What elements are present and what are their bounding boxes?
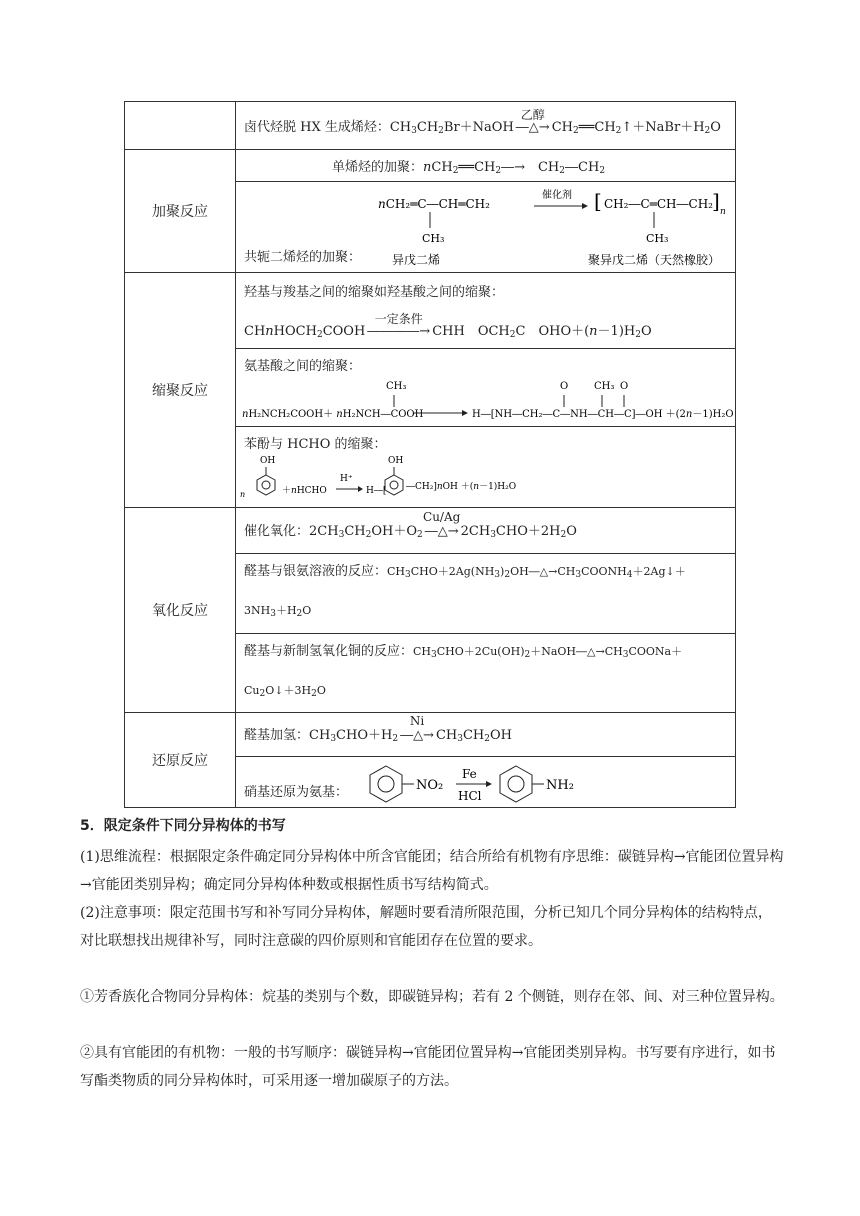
nitro-reduction-diagram bbox=[366, 758, 626, 806]
paragraph-aromatic: ①芳香族化合物同分异构体：烷基的类别与个数，即碳链异构；若有 2 个侧链，则存在邻、间、对三种位置异构。 bbox=[80, 989, 784, 1005]
category-cell-empty bbox=[125, 102, 236, 150]
svg-text:H―[: H―[ bbox=[366, 486, 387, 497]
silver-label: 醛基与银氨溶液的反应： bbox=[244, 564, 388, 580]
paragraph-notes: (2)注意事项：限定范围书写和补写同分异构体，解题时要看清所限范围，分析已知几个同分异构体的结构特点，对比联想找出规律补写，同时注意碳的四价原则和官能团存在位置的要求。 bbox=[80, 905, 772, 949]
silver-mirror-cell: 醛基与银氨溶液的反应：$CH_3CHO+2Ag(NH_3)_2OH―\triangle\to CH_3COONH_4+2Ag↓+$ $3NH_3+H_2O$ bbox=[236, 553, 736, 633]
polyisoprene-name: 聚异戊二烯（天然橡胶） bbox=[588, 253, 721, 268]
aldehyde-hydrogenation-equation: 醛基加氢：$CH_3CHO+H_2$ Ni ―△→ $CH_3CH_2OH$ bbox=[244, 714, 513, 745]
catalytic-oxidation-cell bbox=[236, 507, 736, 553]
reaction-arrow: Ni ―△→ bbox=[400, 714, 434, 744]
category-addition-polymerization: 加聚反应 bbox=[125, 150, 236, 273]
category-oxidation: 氧化反应 bbox=[125, 507, 236, 712]
haloalkane-label: 卤代烃脱 HX 生成烯烃：CH bbox=[244, 119, 412, 135]
svg-text:CH₃: CH₃ bbox=[594, 381, 615, 393]
diene-label: 共轭二烯烃的加聚： bbox=[244, 250, 362, 266]
reaction-arrow: 乙醇 ―△→ bbox=[515, 107, 550, 135]
hydroxy-acid-equation: CHnHOCH$_2$COOH 一定条件 ――――→ CHH $OCH_2C$ $OHO+(n-1)H_2O$ bbox=[244, 311, 652, 340]
amino-acid-label: 氨基酸之间的缩聚： bbox=[244, 359, 362, 375]
condition-label: 一定条件 bbox=[374, 311, 423, 326]
phenol-formaldehyde-cell bbox=[236, 427, 736, 507]
amino-acid-equation bbox=[238, 375, 734, 425]
svg-text:CH₂―C═CH―CH₂: CH₂―C═CH―CH₂ bbox=[604, 197, 713, 212]
svg-text:CH₃: CH₃ bbox=[422, 232, 445, 246]
amino-acid-cell bbox=[236, 349, 736, 427]
svg-text:CH₃: CH₃ bbox=[386, 381, 407, 393]
svg-text:＋nHCHO: ＋nHCHO bbox=[282, 486, 327, 497]
svg-text:OH: OH bbox=[388, 456, 404, 467]
copper-hydroxide-cell: 醛基与新制氢氧化铜的反应：$CH_3CHO+2Cu(OH)_2+NaOH―\triangle\to CH_3COONa+$ $Cu_2O↓+3H_2O$ bbox=[236, 633, 736, 712]
condition-label: Ni bbox=[409, 714, 425, 729]
reaction-arrow: 一定条件 ――――→ bbox=[367, 311, 431, 339]
nitro-label: 硝基还原为氨基： bbox=[244, 784, 349, 800]
paragraph-thinking-process: (1)思维流程：根据限定条件确定同分异构体中所含官能团；结合所给有机物有序思维：碳链异构→官能团位置异构→官能团类别异构；确定同分异构体种数或根据性质书写结构简式。 bbox=[80, 849, 784, 893]
nitro-reduction-cell bbox=[236, 756, 736, 807]
condition-hcl: HCl bbox=[458, 788, 482, 803]
condition-fe: Fe bbox=[462, 766, 477, 781]
reaction-arrow: Cu/Ag ―△→ bbox=[423, 510, 461, 540]
monoene-label: 单烯烃的加聚： bbox=[332, 159, 424, 175]
isoprene-name: 异戊二烯 bbox=[392, 253, 441, 268]
copper-label: 醛基与新制氢氧化铜的反应： bbox=[244, 643, 414, 659]
svg-text:NO₂: NO₂ bbox=[416, 777, 444, 793]
catalytic-label: 催化氧化： bbox=[244, 524, 310, 540]
svg-text:O: O bbox=[620, 381, 629, 393]
svg-text:OH: OH bbox=[260, 456, 276, 467]
aldehyde-hydrogenation-cell bbox=[236, 712, 736, 756]
condition-label: Cu/Ag bbox=[423, 510, 461, 525]
svg-text:H―[NH―CH₂―C―NH―CH―C]―OH ＋(2n－1: H―[NH―CH₂―C―NH―CH―C]―OH ＋(2n－1)H₂O bbox=[472, 409, 734, 421]
section-heading: 5．限定条件下同分异构体的书写 bbox=[80, 818, 286, 834]
hydroxy-acid-label: 羟基与羧基之间的缩聚如羟基酸之间的缩聚： bbox=[244, 284, 505, 300]
svg-text:nCH₂═C―CH═CH₂: nCH₂═C―CH═CH₂ bbox=[378, 197, 490, 212]
hydroxy-acid-cell bbox=[236, 273, 736, 349]
condition-ethanol: 乙醇 bbox=[520, 107, 545, 122]
aldehyde-label: 醛基加氢： bbox=[244, 728, 310, 744]
category-condensation-polymerization: 缩聚反应 bbox=[125, 273, 236, 507]
svg-text:O: O bbox=[560, 381, 569, 393]
category-reduction: 还原反应 bbox=[125, 712, 236, 807]
phenol-label: 苯酚与 HCHO 的缩聚： bbox=[244, 437, 387, 453]
catalytic-oxidation-equation: 催化氧化：$2CH_3CH_2OH+O_2$ Cu/Ag ―△→ $2CH_3CHO+2H_2O$ bbox=[244, 510, 577, 541]
svg-text:―CH₂]nOH ＋(n－1)H₂O: ―CH₂]nOH ＋(n－1)H₂O bbox=[406, 482, 517, 493]
svg-text:[: [ bbox=[594, 189, 602, 214]
svg-text:n: n bbox=[720, 207, 726, 218]
monoene-polymerization-cell: 单烯烃的加聚：$nCH_2══CH_2―\to$ $CH_2―CH_2$ bbox=[236, 150, 736, 182]
svg-text:]: ] bbox=[712, 189, 720, 214]
haloalkane-elimination-cell bbox=[236, 102, 736, 150]
catalyst-label: 催化剂 bbox=[542, 190, 572, 202]
paragraph-functional-group: ②具有官能团的有机物：一般的书写顺序：碳链异构→官能团位置异构→官能团类别异构。书写要有序进行，如书写酯类物质的同分异构体时，可采用逐一增加碳原子的方法。 bbox=[80, 1045, 776, 1089]
phenol-condensation-diagram bbox=[240, 453, 540, 507]
svg-text:n: n bbox=[240, 490, 246, 500]
svg-text:CH₃: CH₃ bbox=[646, 232, 669, 246]
condition-heat: △ bbox=[528, 119, 539, 135]
svg-text:NH₂: NH₂ bbox=[546, 777, 574, 793]
svg-text:H⁺: H⁺ bbox=[340, 474, 353, 485]
reaction-table bbox=[124, 101, 736, 808]
haloalkane-equation: 卤代烃脱 HX 生成烯烃：$CH_3CH_2Br+NaOH$ 乙醇 ―△→ $CH_2══CH_2↑+NaBr+H_2O$ bbox=[244, 107, 721, 136]
diene-polymerization-cell bbox=[236, 182, 736, 273]
svg-text:nH₂NCH₂COOH＋ nH₂NCH―COOH: nH₂NCH₂COOH＋ nH₂NCH―COOH bbox=[242, 409, 424, 421]
